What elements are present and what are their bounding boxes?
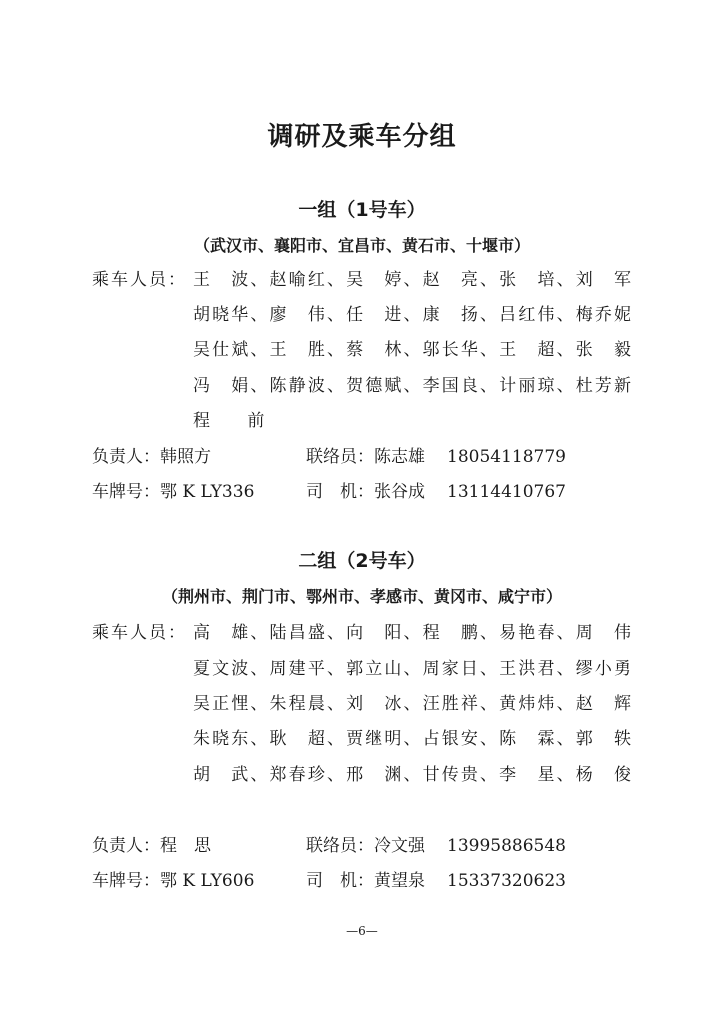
contact-label: 联络员： xyxy=(306,447,374,467)
group-1-members-label: 乘车人员： xyxy=(92,270,187,290)
driver-label: 司 机： xyxy=(306,482,374,502)
contact-phone: 13995886548 xyxy=(447,836,566,856)
plate-number: 鄂 K LY336 xyxy=(160,482,255,502)
group-2-cities: （荆州市、荆门市、鄂州市、孝感市、黄冈市、咸宁市） xyxy=(161,587,562,606)
group-1-driver-row xyxy=(306,477,566,502)
driver-phone: 13114410767 xyxy=(447,482,566,502)
group-2-members-line-5: 胡 武、郑春珍、邢 渊、甘传贵、李 星、杨 俊 xyxy=(193,765,631,785)
contact-label: 联络员： xyxy=(306,836,374,856)
plate-label: 车牌号： xyxy=(92,482,160,502)
leader-label: 负责人： xyxy=(92,447,160,467)
group-1-members-line-4: 冯 娟、陈静波、贺德赋、李国良、计丽琼、杜芳新 xyxy=(193,376,631,396)
group-2-members-line-2: 夏文波、周建平、郭立山、周家日、王洪君、缪小勇 xyxy=(193,659,631,679)
group-1-heading: 一组（1号车） xyxy=(298,199,426,221)
driver-name: 黄望泉 xyxy=(374,871,425,891)
leader-name: 韩照方 xyxy=(160,447,211,467)
leader-name: 程 思 xyxy=(160,836,211,856)
driver-label: 司 机： xyxy=(306,871,374,891)
group-1-cities: （武汉市、襄阳市、宜昌市、黄石市、十堰市） xyxy=(193,236,530,255)
driver-phone: 15337320623 xyxy=(447,871,566,891)
group-1-members-line-3: 吴仕斌、王 胜、蔡 林、邬长华、王 超、张 毅 xyxy=(193,340,631,360)
plate-number: 鄂 K LY606 xyxy=(160,871,255,891)
group-1-members-line-2: 胡晓华、廖 伟、任 进、康 扬、吕红伟、梅乔妮 xyxy=(193,305,631,325)
group-2-members-label: 乘车人员： xyxy=(92,623,187,643)
group-2-leader-row xyxy=(92,831,211,856)
page-title: 调研及乘车分组 xyxy=(267,122,457,152)
group-1-members-line-1: 王 波、赵喻红、吴 婷、赵 亮、张 培、刘 军 xyxy=(193,270,631,290)
group-2-plate-row xyxy=(92,866,254,891)
group-2-heading: 二组（2号车） xyxy=(298,550,426,572)
group-2-members-line-4: 朱晓东、耿 超、贾继明、占银安、陈 霖、郭 轶 xyxy=(193,729,631,749)
driver-name: 张谷成 xyxy=(374,482,425,502)
contact-name: 冷文强 xyxy=(374,836,425,856)
group-1-plate-row xyxy=(92,477,254,502)
contact-name: 陈志雄 xyxy=(374,447,425,467)
group-1-leader-row xyxy=(92,442,211,467)
contact-phone: 18054118779 xyxy=(447,447,566,467)
plate-label: 车牌号： xyxy=(92,871,160,891)
group-2-members-line-3: 吴正悝、朱程晨、刘 冰、汪胜祥、黄炜炜、赵 辉 xyxy=(193,694,631,714)
group-2-members-line-1: 高 雄、陆昌盛、向 阳、程 鹏、易艳春、周 伟 xyxy=(193,623,631,643)
group-1-members-line-5: 程 前 xyxy=(193,411,281,431)
group-2-driver-row xyxy=(306,866,566,891)
page-number: —6— xyxy=(346,924,378,938)
group-1-contact-row xyxy=(306,442,566,467)
group-2-contact-row xyxy=(306,831,566,856)
leader-label: 负责人： xyxy=(92,836,160,856)
